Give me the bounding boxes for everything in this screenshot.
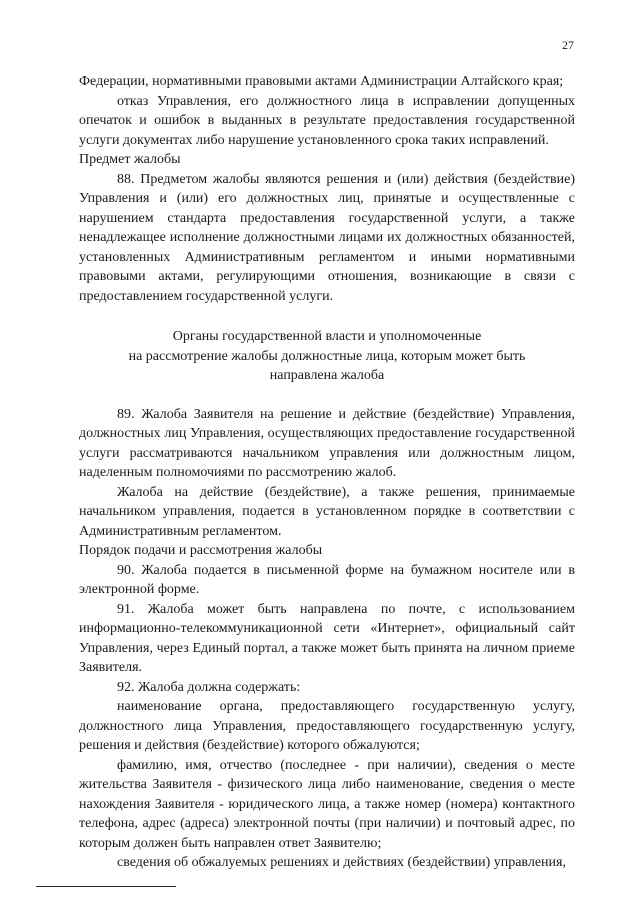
- paragraph-90: 90. Жалоба подается в письменной форме на бумажном носителе или в электронной форме.: [79, 562, 575, 597]
- paragraph-refusal: отказ Управления, его должностного лица в исправлении допущенных опечаток и ошибок в выданных в результате предоставления государственной услуги документах либо нарушение установленного срока таких исправлений.: [79, 93, 575, 148]
- heading-bodies-line-2: на рассмотрение жалобы должностные лица, которым может быть: [128, 348, 526, 364]
- heading-procedure: Порядок подачи и рассмотрения жалобы: [79, 543, 323, 558]
- paragraph-continuation: Федерации, нормативными правовыми актами Администрации Алтайского края;: [79, 74, 564, 89]
- paragraph-89-appeal: Жалоба на действие (бездействие), а также решения, принимаемые начальником управления, подается в установленном порядке в соответствии с Административным регламентом.: [79, 484, 575, 539]
- heading-bodies-line-1: Органы государственной власти и уполномоченные: [172, 329, 482, 344]
- heading-bodies-line-3: направлена жалоба: [269, 368, 385, 383]
- paragraph-91: 91. Жалоба может быть направлена по почте, с использованием информационно-телекоммуникационной сети «Интернет», официальный сайт Управления, через Единый портал, а также может быть принята на личном приеме Заявителя.: [79, 601, 575, 675]
- page-number: 27: [562, 38, 574, 52]
- heading-subject: Предмет жалобы: [79, 152, 181, 167]
- paragraph-89: 89. Жалоба Заявителя на решение и действие (бездействие) Управления, должностных лиц Управления, осуществляющих предоставление государственной услуги рассматриваются начальником управления или должностным лицом, наделенным полномочиями по рассмотрению жалоб.: [79, 406, 575, 480]
- paragraph-92-item-applicant: фамилию, имя, отчество (последнее - при наличии), сведения о месте жительства Заявителя - физического лица либо наименование, сведения о месте нахождения Заявителя - юридического лица, а также номер (номера) контактного телефона, адрес (адреса) электронной почты (при наличии) и почтовый адрес, по которым должен быть направлен ответ Заявителю;: [79, 757, 575, 851]
- paragraph-92-item-decisions: сведения об обжалуемых решениях и действиях (бездействии) управления,: [117, 855, 566, 870]
- paragraph-92: 92. Жалоба должна содержать:: [117, 679, 301, 695]
- paragraph-92-item-name: наименование органа, предоставляющего государственную услугу, должностного лица Управления, предоставляющего государственную услугу, решения и действия (бездействие) которого обжалуются;: [79, 699, 575, 753]
- footnote-separator-line: [36, 886, 176, 887]
- paragraph-88: 88. Предметом жалобы являются решения и (или) действия (бездействие) Управления и (или) его должностных лиц, принятые и осуществленные с нарушением стандарта предоставления государственной услуги, а также ненадлежащее исполнение должностными лицами их должностных обязанностей, установленных Административным регламентом и иными нормативными правовыми актами, регулирующими отношения, возникающие в связи с предоставлением государственной услуги.: [79, 171, 575, 304]
- document-body: [79, 72, 575, 873]
- heading-bodies: [79, 327, 575, 386]
